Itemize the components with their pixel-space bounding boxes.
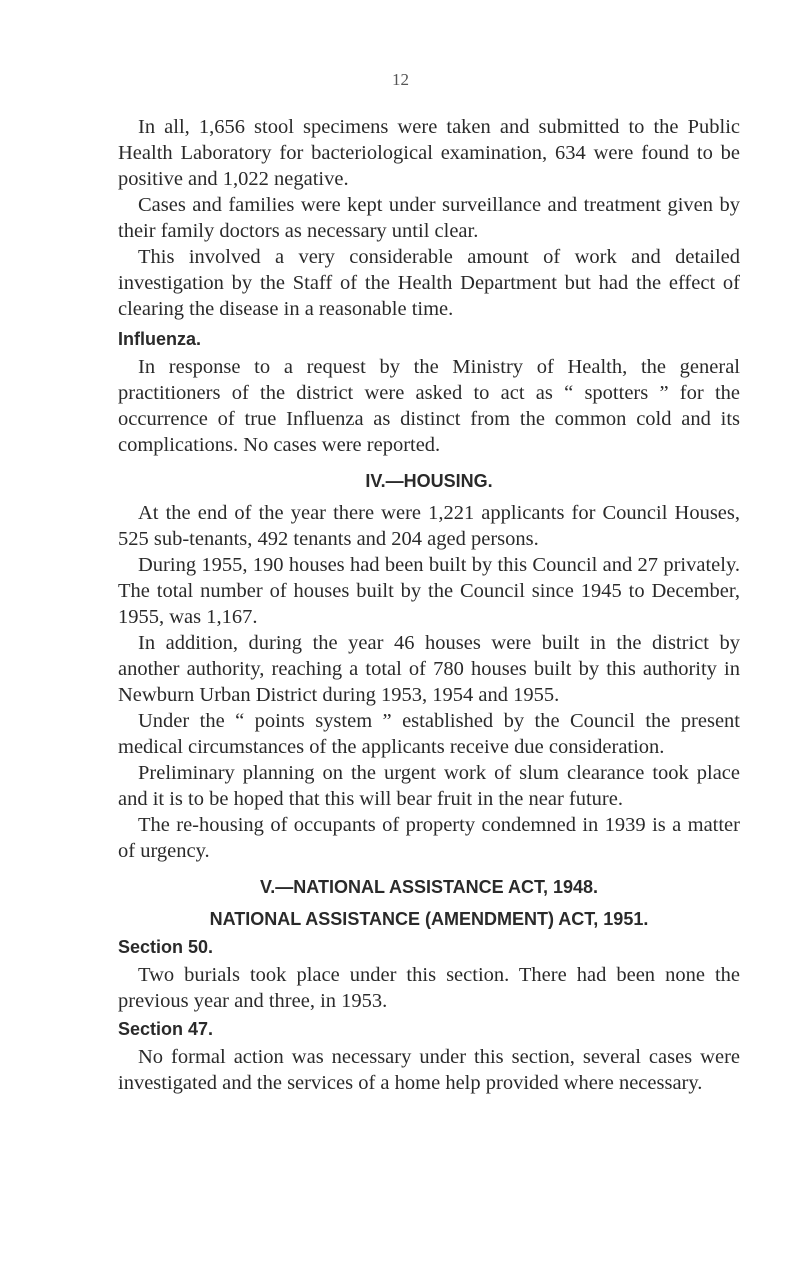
paragraph-burials: Two burials took place under this section. There had been none the previous year and three, in 1953. [118, 964, 740, 1012]
heading-influenza: Influenza. [118, 329, 202, 349]
paragraph-other-authority: In addition, during the year 46 houses were built in the district by another authority, reaching a total of 780 houses built by this authority in Newburn Urban District during 1953, 1954 and 1955. [118, 632, 740, 706]
paragraph-slum-clearance: Preliminary planning on the urgent work of slum clearance took place and it is to be hoped that this will bear fruit in the near future. [118, 762, 740, 810]
heading-section-47: Section 47. [118, 1019, 214, 1039]
paragraph-influenza: In response to a request by the Ministry of Health, the general practitioners of the district were asked to act as “ spotters ” for the occurrence of true Influenza as distinct from the common cold and its complications. No cases were reported. [118, 356, 740, 456]
paragraph-applicants: At the end of the year there were 1,221 applicants for Council Houses, 525 sub-tenants, 492 tenants and 204 aged persons. [118, 502, 740, 550]
paragraph-re-housing: The re-housing of occupants of property condemned in 1939 is a matter of urgency. [118, 814, 740, 862]
paragraph-home-help: No formal action was necessary under this section, several cases were investigated and the services of a home help provided where necessary. [118, 1046, 740, 1094]
heading-national-assistance-amendment: NATIONAL ASSISTANCE (AMENDMENT) ACT, 1951. [209, 909, 649, 929]
page-number: 12 [392, 70, 409, 89]
heading-national-assistance-act: V.—NATIONAL ASSISTANCE ACT, 1948. [259, 877, 599, 897]
paragraph-stool-specimens: In all, 1,656 stool specimens were taken and submitted to the Public Health Laboratory for bacteriological examination, 634 were found to be positive and 1,022 negative. [118, 116, 740, 190]
paragraph-surveillance: Cases and families were kept under surveillance and treatment given by their family doctors as necessary until clear. [118, 194, 740, 242]
paragraph-investigation: This involved a very considerable amount of work and detailed investigation by the Staff of the Health Department but had the effect of clearing the disease in a reasonable time. [118, 246, 740, 320]
page-content [118, 114, 740, 1096]
paragraph-houses-built: During 1955, 190 houses had been built by this Council and 27 privately. The total number of houses built by the Council since 1945 to December, 1955, was 1,167. [118, 554, 740, 628]
paragraph-points-system: Under the “ points system ” established by the Council the present medical circumstances of the applicants receive due consideration. [118, 710, 740, 758]
heading-housing: IV.—HOUSING. [365, 471, 493, 491]
heading-section-50: Section 50. [118, 937, 214, 957]
